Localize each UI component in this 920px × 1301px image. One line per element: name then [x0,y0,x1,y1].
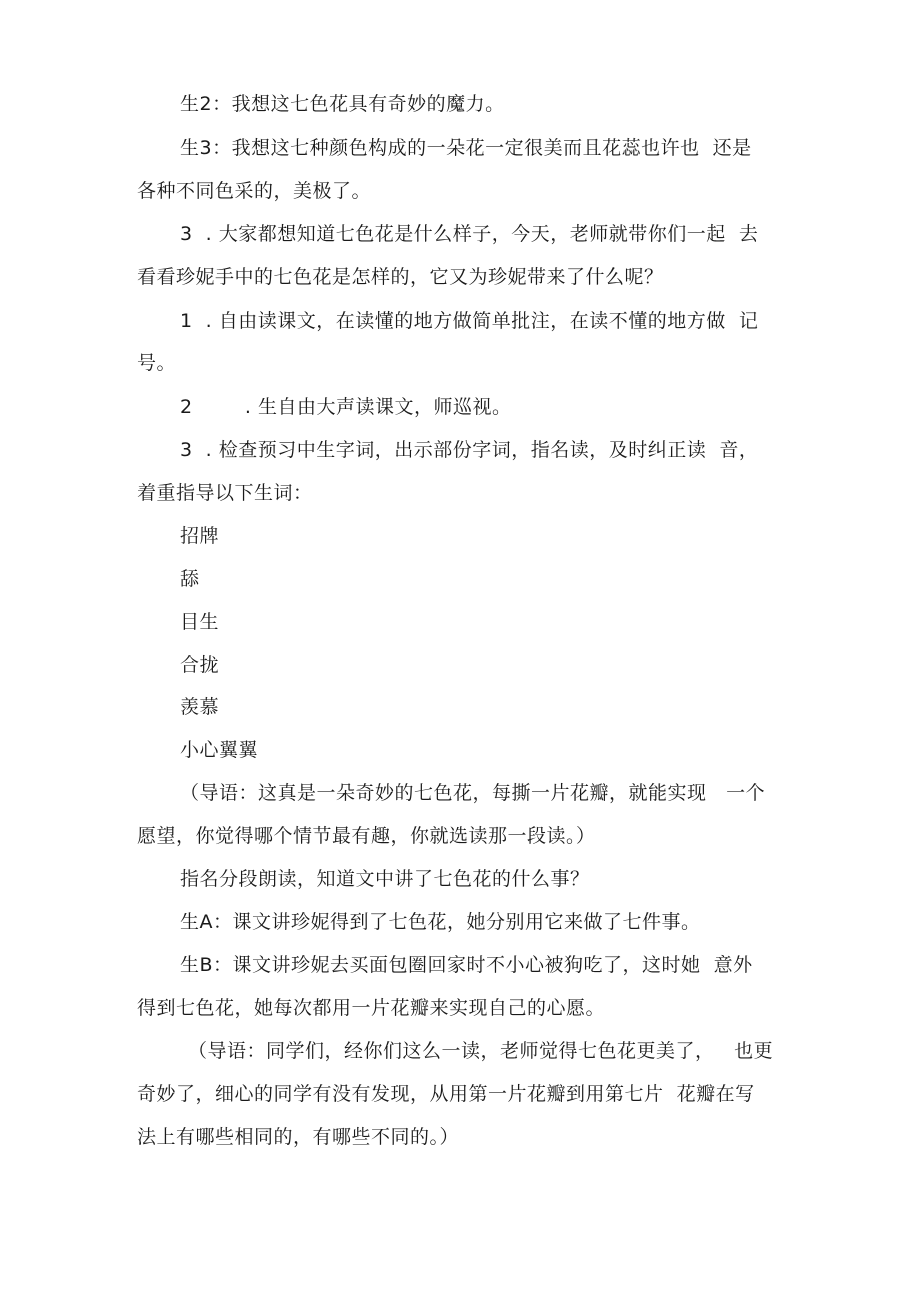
guide-note-line: （导语：同学们，经你们这么一读，老师觉得七色花更美了， 也更 [188,1040,774,1062]
paragraph-line: 3 . 检查预习中生字词，出示部份字词，指名读，及时纠正读 音， [180,439,759,461]
paragraph-line: 着重指导以下生词： [137,482,313,504]
guide-note-line: （导语：这真是一朵奇妙的七色花，每撕一片花瓣，就能实现 一个 [180,782,766,804]
paragraph-line: 1 . 自由读课文，在读懂的地方做简单批注，在读不懂的地方做 记 [180,310,759,332]
vocab-word: 舔 [180,568,200,590]
guide-note-line: 法上有哪些相同的，有哪些不同的。） [137,1126,460,1148]
guide-note-line: 愿望，你觉得哪个情节最有趣，你就选读那一段读。） [137,825,596,847]
paragraph-line: 号。 [137,352,177,374]
paragraph-line: 生3：我想这七种颜色构成的一朵花一定很美而且花蕊也许也 还是 [180,137,752,159]
paragraph-line: 指名分段朗读，知道文中讲了七色花的什么事？ [180,868,590,890]
paragraph-line: 3 . 大家都想知道七色花是什么样子，今天，老师就带你们一起 去 [180,223,759,245]
paragraph-line: 得到七色花，她每次都用一片花瓣来实现自己的心愿。 [137,997,606,1019]
vocab-word: 招牌 [180,525,220,547]
paragraph-line: 2 . 生自由大声读课文，师巡视。 [180,396,512,418]
paragraph-line: 生A：课文讲珍妮得到了七色花，她分别用它来做了七件事。 [180,911,701,933]
vocab-word: 羡慕 [180,696,220,718]
paragraph-line: 各种不同色采的，美极了。 [137,180,372,202]
vocab-word: 合拢 [180,654,220,676]
paragraph-line: 看看珍妮手中的七色花是怎样的，它又为珍妮带来了什么呢？ [137,266,664,288]
vocab-word: 小心翼翼 [180,739,259,761]
guide-note-line: 奇妙了，细心的同学有没有发现，从用第一片花瓣到用第七片 花瓣在写 [137,1083,755,1105]
vocab-word: 目生 [180,611,220,633]
paragraph-line: 生B：课文讲珍妮去买面包圈回家时不小心被狗吃了，这时她 意外 [180,954,753,976]
paragraph-line: 生2：我想这七色花具有奇妙的魔力。 [180,93,505,115]
